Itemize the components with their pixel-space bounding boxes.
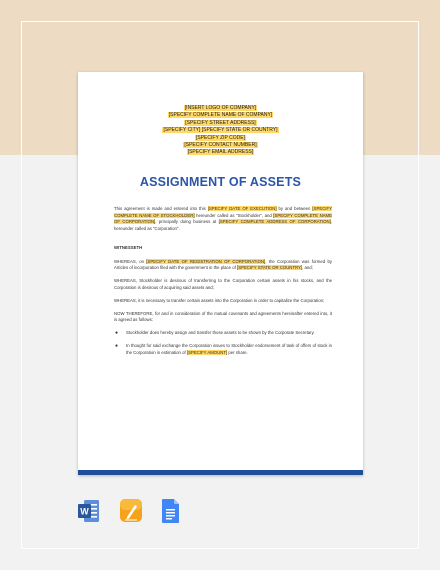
city-state-placeholder: [SPECIFY CITY] [SPECIFY STATE OR COUNTRY] [163,127,278,134]
bullet-icon: ● [115,330,119,336]
pages-icon[interactable] [120,498,142,524]
bullet-item-2: ● In thought for said exchange the Corporation issues to Stockholder endorsement of task of offers of stock in the Corporation in estimation of [SPECIFY AMOUNT] per share. [115,343,332,355]
now-therefore-paragraph: NOW THEREFORE, for and in consideration of the mutual covenants and agreements hereinafter entered into, it is agreed as follows: [114,310,332,322]
witnesseth-heading: WITNESSETH [114,245,143,250]
intro-paragraph: This agreement is made and entered into this [SPECIFY DATE OF EXECUTION] by and between [SPECIFY COMPLETE NAME OF STOCKHOLDER] hereunder called as "Stockholder", and [SPECIFY COMPLETE NAME OF CORPORATION], principally doing business at [SPECIFY COMPLETE ADDRESS OF CORPORATION], hereunder called as "Corporation". [114,206,333,231]
company-header [78,105,363,157]
word-icon[interactable] [78,498,100,524]
document-body [114,206,332,363]
street-address-placeholder: [SPECIFY STREET ADDRESS] [185,119,256,126]
svg-text:W: W [80,506,89,517]
document-footer-bar [78,470,363,475]
contact-number-placeholder: [SPECIFY CONTACT NUMBER] [184,142,257,149]
zip-code-placeholder: [SPECIFY ZIP CODE] [196,134,245,141]
bullet-icon: ● [115,343,119,349]
document-page [78,72,363,475]
google-docs-icon[interactable] [160,498,182,524]
company-logo-placeholder: [INSERT LOGO OF COMPANY] [184,105,257,111]
whereas-paragraph-3: WHEREAS, it is necessary to transfer certain assets into the Corporation in order to capitalize the Corporation; [114,297,325,303]
bullet-item-1: ● Stockholder does hereby assign and transfer those assets to be shown by the Corporate Secretary. [115,330,315,336]
whereas-paragraph-2: WHEREAS, Stockholder is desirous of transferring to the Corporation certain assets in his stocks, and the Corporation is desirous of acquiring said assets and; [114,278,332,290]
document-title: ASSIGNMENT OF ASSETS [139,175,302,189]
company-name-placeholder: [SPECIFY COMPLETE NAME OF COMPANY] [168,112,273,119]
email-address-placeholder: [SPECIFY EMAIL ADDRESS] [187,149,254,156]
whereas-paragraph-1: WHEREAS, on [SPECIFY DATE OF REGISTRATION OF CORPORATION], the Corporation was formed by Articles of incorporation filed with the government in the place of [SPECIFY STATE OR COUNTRY], and; [114,258,332,270]
